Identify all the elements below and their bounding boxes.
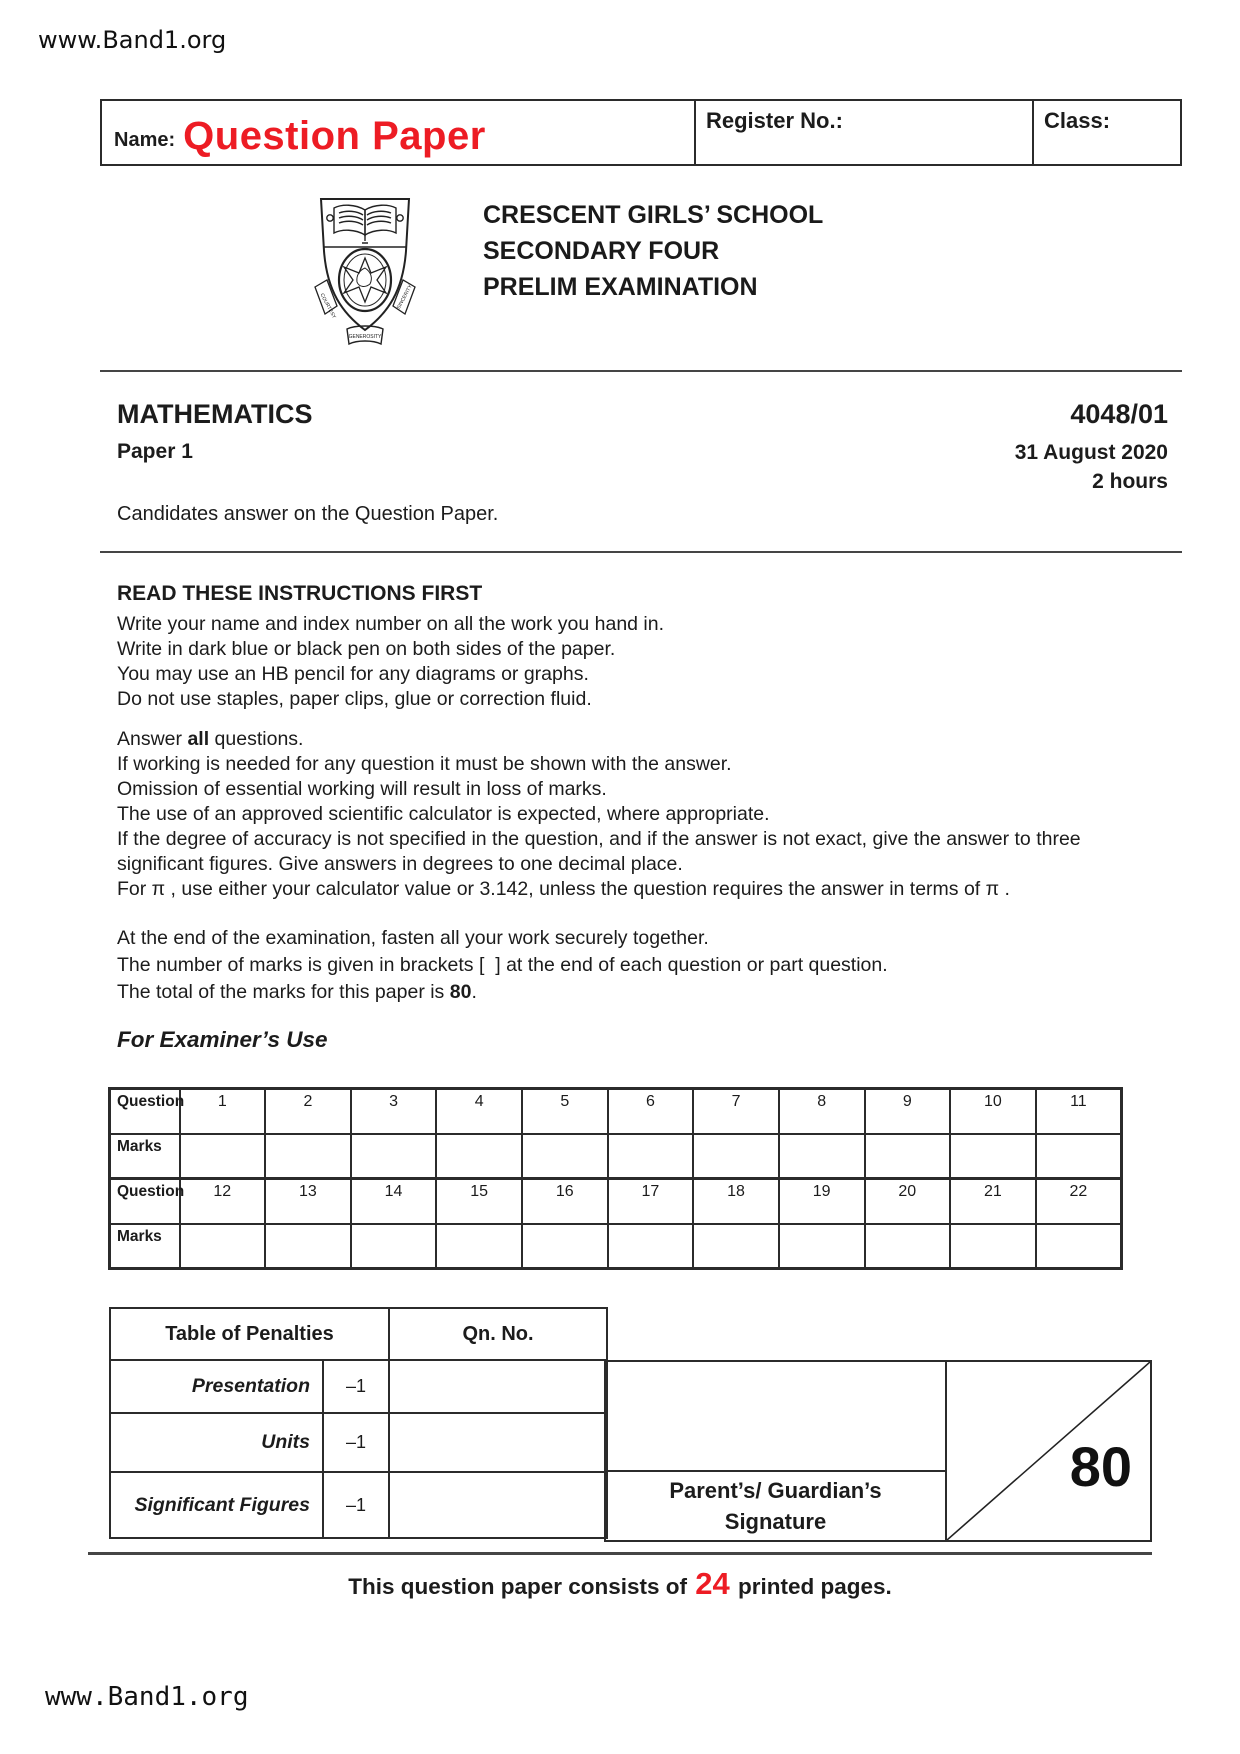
instruction-line: Write your name and index number on all the work you hand in.: [117, 613, 665, 635]
question-number-cell: 12: [180, 1179, 266, 1225]
question-number-cell: 16: [522, 1179, 608, 1225]
register-no-label: Register No.:: [706, 108, 843, 133]
marks-cell: [779, 1134, 865, 1179]
marks-row-label: Marks: [110, 1224, 180, 1269]
total-score-cell: [945, 1362, 1150, 1540]
penalty-value: –1: [323, 1413, 389, 1472]
penalty-label: Significant Figures: [110, 1472, 323, 1538]
question-number-cell: 6: [608, 1089, 694, 1135]
marks-cell: [693, 1134, 779, 1179]
question-number-cell: 3: [351, 1089, 437, 1135]
motto-right-text: SINCERITY: [395, 283, 414, 311]
question-number-cell: 2: [265, 1089, 351, 1135]
marks-cell: [1036, 1224, 1122, 1269]
marks-row-label: Marks: [110, 1134, 180, 1179]
question-number-cell: 8: [779, 1089, 865, 1135]
for-examiners-use-title: For Examiner’s Use: [117, 1027, 328, 1052]
register-no-field: [694, 101, 1032, 164]
question-number-cell: 7: [693, 1089, 779, 1135]
name-label: Name:: [114, 129, 176, 151]
marks-cell: [436, 1134, 522, 1179]
watermark-top: www.Band1.org: [38, 26, 227, 54]
instructions-heading: READ THESE INSTRUCTIONS FIRST: [117, 582, 483, 605]
instruction-line: Omission of essential working will result in loss of marks.: [117, 778, 607, 800]
marks-cell: [865, 1224, 951, 1269]
page-count: 24: [695, 1566, 730, 1601]
penalty-value: –1: [323, 1472, 389, 1538]
instructions-paragraph-3: [117, 925, 1165, 1006]
divider-rule: [100, 370, 1182, 372]
question-number-cell: 14: [351, 1179, 437, 1225]
instructions-paragraph-2: [117, 727, 1165, 902]
instruction-line: significant figures. Give answers in degrees to one decimal place.: [117, 853, 683, 875]
marks-cell: [950, 1224, 1036, 1269]
motto-bottom-text: GENEROSITY: [348, 334, 382, 340]
class-label: Class:: [1044, 108, 1111, 133]
divider-rule: [100, 551, 1182, 553]
watermark-bottom: www.Band1.org: [45, 1682, 249, 1712]
question-number-cell: 18: [693, 1179, 779, 1225]
instructions-paragraph-1: [117, 612, 1165, 712]
instruction-line: For π , use either your calculator value or 3.142, unless the question requires the answer in terms of π .: [117, 878, 1010, 900]
penalty-label: Units: [110, 1413, 323, 1472]
school-crest-logo: [312, 193, 418, 347]
marks-row-2: [110, 1224, 1122, 1269]
question-number-cell: 20: [865, 1179, 951, 1225]
instruction-line: At the end of the examination, fasten all your work securely together.: [117, 927, 709, 949]
penalty-qn-cell: [389, 1472, 607, 1538]
signature-label: Parent’s/ Guardian’s Signature: [669, 1478, 882, 1534]
question-row-2: [110, 1179, 1122, 1225]
examiner-marks-table: [108, 1087, 1123, 1270]
motto-left-text: COURTESY: [318, 292, 337, 320]
class-field: [1032, 101, 1180, 164]
penalty-qn-cell: [389, 1360, 607, 1413]
instruction-line: Write in dark blue or black pen on both sides of the paper.: [117, 638, 616, 660]
marks-cell: [522, 1134, 608, 1179]
subject-title: MATHEMATICS: [117, 399, 313, 429]
candidates-note: Candidates answer on the Question Paper.: [117, 503, 499, 525]
marks-cell: [522, 1224, 608, 1269]
school-level: SECONDARY FOUR: [483, 237, 720, 265]
marks-cell: [779, 1224, 865, 1269]
question-number-cell: 17: [608, 1179, 694, 1225]
question-number-cell: 9: [865, 1089, 951, 1135]
question-number-cell: 15: [436, 1179, 522, 1225]
paper-code: 4048/01: [1070, 399, 1168, 429]
crest-emblem: [339, 249, 391, 311]
exam-title: PRELIM EXAMINATION: [483, 273, 758, 301]
question-number-cell: 5: [522, 1089, 608, 1135]
question-number-cell: 11: [1036, 1089, 1122, 1135]
divider-rule: [88, 1552, 1152, 1555]
question-row-label: Question: [110, 1179, 180, 1225]
school-header: [483, 197, 823, 305]
exam-duration: 2 hours: [1092, 470, 1168, 493]
instruction-line: Answer all questions.: [117, 728, 304, 750]
page-count-note: This question paper consists of 24 printed pages.: [348, 1566, 892, 1601]
exam-date: 31 August 2020: [1014, 441, 1168, 464]
name-field: [102, 101, 694, 164]
marks-cell: [1036, 1134, 1122, 1179]
question-number-cell: 1: [180, 1089, 266, 1135]
marks-row-1: [110, 1134, 1122, 1179]
instruction-line: The total of the marks for this paper is 80.: [117, 981, 477, 1003]
table-of-penalties: [109, 1307, 608, 1539]
instruction-line: The number of marks is given in brackets [ ] at the end of each question or part question.: [117, 954, 888, 976]
marks-cell: [436, 1224, 522, 1269]
question-row-label: Question: [110, 1089, 180, 1135]
instruction-line: The use of an approved scientific calculator is expected, where appropriate.: [117, 803, 770, 825]
candidate-info-table: [100, 99, 1182, 166]
marks-cell: [265, 1224, 351, 1269]
penalty-row: [110, 1413, 607, 1472]
signature-section: [606, 1362, 945, 1540]
question-number-cell: 19: [779, 1179, 865, 1225]
name-value: Question Paper: [183, 114, 486, 158]
question-row-1: [110, 1089, 1122, 1135]
paper-number: Paper 1: [117, 440, 193, 463]
penalty-value: –1: [323, 1360, 389, 1413]
question-number-cell: 10: [950, 1089, 1036, 1135]
marks-cell: [180, 1224, 266, 1269]
marks-cell: [608, 1224, 694, 1269]
instruction-line: Do not use staples, paper clips, glue or correction fluid.: [117, 688, 592, 710]
instruction-line: If the degree of accuracy is not specified in the question, and if the answer is not exact, give the answer to three: [117, 828, 1081, 850]
total-marks: 80: [1069, 1435, 1132, 1498]
instruction-line: If working is needed for any question it must be shown with the answer.: [117, 753, 732, 775]
question-number-cell: 13: [265, 1179, 351, 1225]
question-number-cell: 4: [436, 1089, 522, 1135]
marks-cell: [180, 1134, 266, 1179]
marks-cell: [950, 1134, 1036, 1179]
question-number-cell: 21: [950, 1179, 1036, 1225]
penalty-qn-cell: [389, 1413, 607, 1472]
marks-cell: [693, 1224, 779, 1269]
marks-cell: [265, 1134, 351, 1179]
marks-cell: [608, 1134, 694, 1179]
penalty-row: [110, 1360, 607, 1413]
open-book-icon: [327, 205, 403, 243]
penalties-header-row: [110, 1308, 607, 1360]
marks-cell: [865, 1134, 951, 1179]
qn-no-header: Qn. No.: [389, 1308, 607, 1360]
marks-cell: [351, 1134, 437, 1179]
signature-score-box: [604, 1360, 1152, 1542]
marks-cell: [351, 1224, 437, 1269]
instruction-line: You may use an HB pencil for any diagrams or graphs.: [117, 663, 589, 685]
penalty-label: Presentation: [110, 1360, 323, 1413]
school-name: CRESCENT GIRLS’ SCHOOL: [483, 201, 824, 229]
signature-blank-area: [606, 1362, 945, 1472]
penalty-row: [110, 1472, 607, 1538]
question-number-cell: 22: [1036, 1179, 1122, 1225]
penalties-title: Table of Penalties: [110, 1308, 389, 1360]
